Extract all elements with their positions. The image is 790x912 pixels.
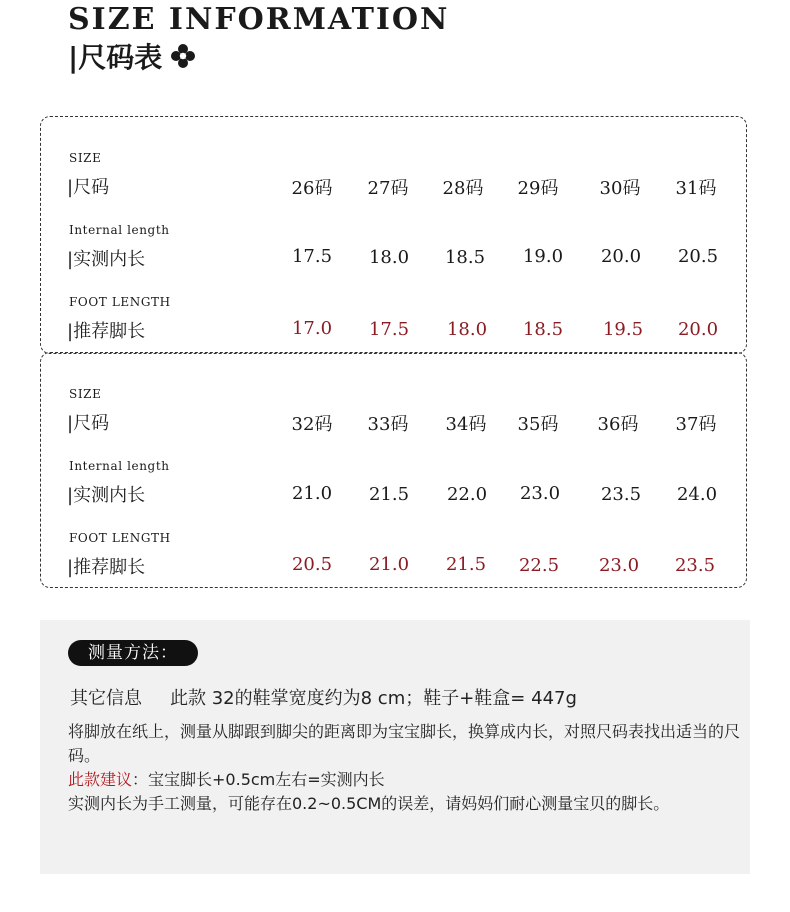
internal-cell: 21.5 <box>368 484 410 505</box>
foot-row <box>41 527 746 599</box>
size-label-cn: |尺码 <box>67 177 110 198</box>
internal-cell: 24.0 <box>676 484 718 505</box>
internal-cell: 22.0 <box>446 484 488 505</box>
internal-cell: 18.5 <box>444 247 486 268</box>
size-cell: 26码 <box>291 178 333 199</box>
suggestion-label: 此款建议 <box>68 770 133 789</box>
error-note: 实测内长为手工测量，可能存在0.2~0.5CM的误差，请妈妈们耐心测量宝贝的脚长。 <box>68 794 670 813</box>
foot-label-cn: |推荐脚长 <box>67 557 146 578</box>
internal-row <box>41 455 746 527</box>
internal-cell: 23.5 <box>600 484 642 505</box>
foot-cell: 21.0 <box>368 554 410 575</box>
suggestion-text: ：宝宝脚长+0.5cm左右=实测内长 <box>132 770 385 789</box>
page-title-cn <box>68 36 196 76</box>
foot-cell: 23.5 <box>674 555 716 576</box>
internal-cell: 20.5 <box>677 246 719 267</box>
size-cell: 27码 <box>367 178 409 199</box>
foot-cell: 17.0 <box>291 318 333 339</box>
page-title-en: SIZE INFORMATION <box>68 2 450 37</box>
size-label-en: SIZE <box>69 387 102 401</box>
other-info-line <box>70 684 577 710</box>
suggestion-line <box>68 768 748 792</box>
foot-label-cn: |推荐脚长 <box>67 321 146 342</box>
size-row <box>41 383 746 455</box>
size-table-1 <box>40 116 747 354</box>
size-cell: 32码 <box>291 414 333 435</box>
size-cell: 37码 <box>675 414 717 435</box>
quatrefoil-icon <box>170 43 196 69</box>
foot-cell: 19.5 <box>602 319 644 340</box>
size-cell: 33码 <box>367 414 409 435</box>
internal-label-cn: |实测内长 <box>67 249 146 270</box>
foot-label-en: FOOT LENGTH <box>69 295 171 309</box>
other-info-label: 其它信息 <box>70 688 142 709</box>
size-row <box>41 147 746 219</box>
internal-cell: 21.0 <box>291 483 333 504</box>
measure-instructions: 将脚放在纸上，测量从脚跟到脚尖的距离即为宝宝脚长，换算成内长，对照尺码表找出适当的尺码。 <box>68 722 741 765</box>
page-title-cn-text: |尺码表 <box>68 41 163 74</box>
size-cell: 29码 <box>517 178 559 199</box>
foot-cell: 20.5 <box>291 554 333 575</box>
size-table-2 <box>40 352 747 588</box>
internal-label-en: Internal length <box>69 459 170 473</box>
internal-label-cn: |实测内长 <box>67 485 146 506</box>
size-cell: 35码 <box>517 414 559 435</box>
size-label-en: SIZE <box>69 151 102 165</box>
measurement-method-badge: 测量方法： <box>68 640 198 666</box>
other-info-text: 此款 32的鞋掌宽度约为8 cm；鞋子+鞋盒= 447g <box>170 688 577 709</box>
size-label-cn: |尺码 <box>67 413 110 434</box>
measurement-notes <box>40 620 750 874</box>
internal-cell: 20.0 <box>600 246 642 267</box>
internal-cell: 17.5 <box>291 246 333 267</box>
foot-cell: 21.5 <box>445 554 487 575</box>
internal-cell: 18.0 <box>368 247 410 268</box>
internal-label-en: Internal length <box>69 223 170 237</box>
foot-cell: 17.5 <box>368 319 410 340</box>
size-cell: 34码 <box>445 414 487 435</box>
foot-cell: 23.0 <box>598 555 640 576</box>
foot-label-en: FOOT LENGTH <box>69 531 171 545</box>
foot-cell: 18.5 <box>522 319 564 340</box>
size-cell: 28码 <box>442 178 484 199</box>
size-cell: 30码 <box>599 178 641 199</box>
internal-cell: 23.0 <box>519 483 561 504</box>
internal-cell: 19.0 <box>522 246 564 267</box>
foot-cell: 20.0 <box>677 319 719 340</box>
foot-cell: 18.0 <box>446 319 488 340</box>
foot-cell: 22.5 <box>518 555 560 576</box>
internal-row <box>41 219 746 291</box>
size-cell: 36码 <box>597 414 639 435</box>
size-cell: 31码 <box>675 178 717 199</box>
